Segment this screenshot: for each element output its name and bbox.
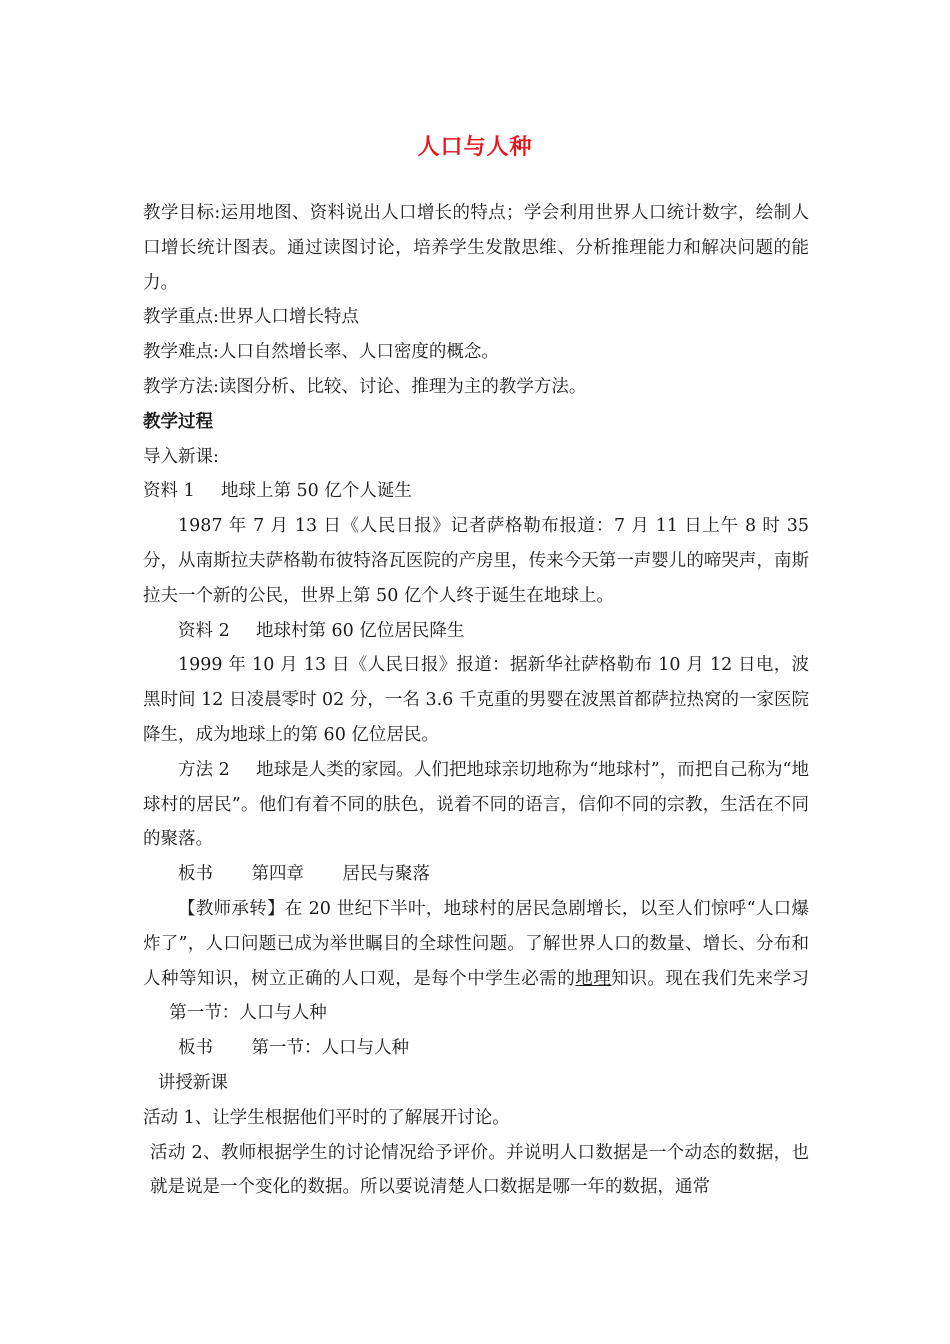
teaching-objectives: 教学目标:运用地图、资料说出人口增长的特点；学会利用世界人口统计数字，绘制人口增长统计图表。通过读图讨论，培养学生发散思维、分析推理能力和解决问题的能力。: [143, 203, 809, 293]
method2-label: 方法 2: [178, 759, 230, 780]
process-heading: 教学过程: [143, 411, 213, 432]
material2-text: 1999 年 10 月 13 日《人民日报》报道：据新华社萨格勒布 10 月 12 日电，波黑时间 12 日凌晨零时 02 分，一名 3.6 千克重的男婴在波黑首都萨拉热窝的一家医院降生，成为地球上的第 60 亿位居民。: [143, 655, 809, 745]
new-lesson-label: 讲授新课: [157, 1072, 228, 1093]
teacher-transition: [143, 892, 809, 1031]
material2-title: 地球村第 60 亿位居民降生: [255, 620, 465, 641]
page-title: 人口与人种: [417, 134, 533, 160]
material2-label: 资料 2: [178, 620, 230, 641]
teaching-difficulty: 教学难点:人口自然增长率、人口密度的概念。: [143, 342, 499, 363]
activity-2: 活动 2、教师根据学生的讨论情况给予评价。并说明人口数据是一个动态的数据，也就是说是一个变化的数据。所以要说清楚人口数据是哪一年的数据，通常: [150, 1142, 809, 1198]
material2-heading: [143, 614, 809, 649]
document-body: [143, 196, 809, 1205]
transition-section: 第一节：人口与人种: [169, 1003, 327, 1024]
teaching-key-point: 教学重点:世界人口增长特点: [143, 307, 359, 328]
activity-1: 活动 1、让学生根据他们平时的了解展开讨论。: [143, 1107, 510, 1128]
board2-section: 第一节：人口与人种: [251, 1038, 409, 1059]
board1-chapter: 第四章: [251, 864, 304, 885]
transition-text-a: 在 20 世纪下半叶，地球村的居民急剧增长，以至人们惊呼“人口爆炸了”，人口问题已成为举世瞩目的全球性问题。了解世界人口的数量、增长、分布和人种等知识，树立正确的人口观，是每个中学生必需的: [143, 898, 810, 989]
board2-label: 板书: [178, 1038, 213, 1059]
intro-label: 导入新课:: [143, 446, 219, 467]
board1-name: 居民与聚落: [342, 864, 430, 885]
transition-text-b: 知识。现在我们先来学习: [611, 968, 810, 989]
board1-label: 板书: [178, 864, 213, 885]
board-note-2: [143, 1031, 809, 1066]
geography-link[interactable]: 地理: [575, 968, 612, 989]
method2-text: 地球是人类的家园。人们把地球亲切地称为“地球村”，而把自己称为“地球村的居民”。他们有着不同的肤色，说着不同的语言，信仰不同的宗教，生活在不同的聚落。: [143, 759, 809, 850]
method2-paragraph: [143, 753, 809, 857]
teaching-method: 教学方法:读图分析、比较、讨论、推理为主的教学方法。: [143, 376, 587, 397]
material1-heading: [143, 474, 809, 509]
board-note-1: [143, 857, 809, 892]
material1-label: 资料 1: [143, 481, 195, 502]
material1-text: 1987 年 7 月 13 日《人民日报》记者萨格勒布报道：7 月 11 日上午 8 时 35 分，从南斯拉夫萨格勒布彼特洛瓦医院的产房里，传来今天第一声婴儿的啼哭声，南斯拉夫一个新的公民，世界上第 50 亿个人终于诞生在地球上。: [143, 516, 809, 606]
material1-title: 地球上第 50 亿个人诞生: [220, 481, 412, 502]
transition-label: 【教师承转】: [178, 898, 285, 919]
